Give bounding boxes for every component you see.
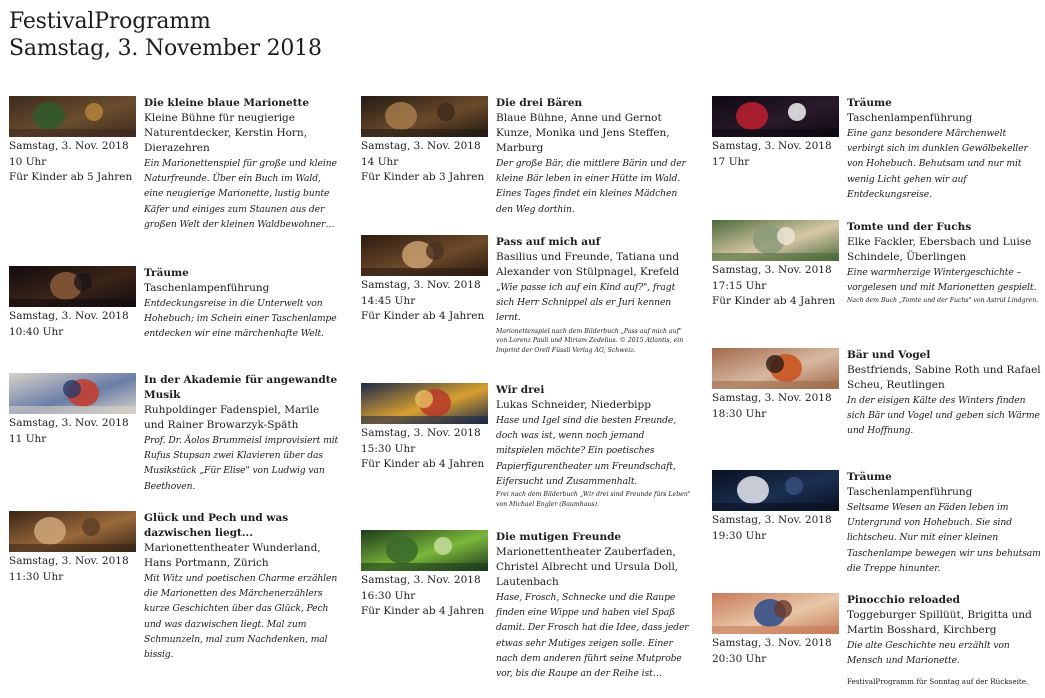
entry-time: 19:30 Uhr (712, 529, 767, 542)
entry-description: In der eisigen Kälte des Winters finden sich Bär und Vogel und geben sich Wärme und Hoffnung. (847, 395, 1040, 437)
entry-content (144, 266, 340, 342)
page-header (9, 8, 322, 62)
entry-title: Träume (144, 267, 189, 279)
entry-performer: Basilius und Freunde, Tatiana und Alexander von Stülpnagel, Krefeld (496, 251, 680, 278)
entry-performer: Marionettentheater Wunderland, Hans Portmann, Zürich (144, 542, 321, 569)
entry-content (496, 96, 692, 217)
entry-title: Wir drei (496, 384, 545, 396)
entry-meta (9, 511, 139, 585)
entry-time: 10:40 Uhr (9, 325, 64, 338)
entry-performer: Taschenlampenführung (847, 112, 973, 124)
entry-date: Samstag, 3. Nov. 2018 (9, 310, 129, 322)
page-title: FestivalProgramm (9, 9, 211, 34)
entry-time: 11 Uhr (9, 432, 47, 445)
puppet-photo (9, 96, 136, 137)
entry-date: Samstag, 3. Nov. 2018 (9, 417, 129, 429)
entry-age: Für Kinder ab 4 Jahren (712, 295, 836, 307)
entry-meta (361, 530, 491, 620)
entry-age: Für Kinder ab 3 Jahren (361, 171, 485, 183)
entry-meta (712, 220, 842, 310)
puppet-photo (712, 220, 839, 261)
entry-age: Für Kinder ab 5 Jahren (9, 171, 133, 183)
entry-meta (361, 235, 491, 325)
entry-description: Die alte Geschichte neu erzählt von Mensch und Marionette. (847, 640, 1010, 667)
puppet-photo (361, 235, 488, 276)
entry-performer: Bestfriends, Sabine Roth und Rafael Scheu, Reutlingen (847, 364, 1041, 391)
entry-age: Für Kinder ab 4 Jahren (361, 605, 485, 617)
entry-time: 17 Uhr (712, 155, 750, 168)
entry-content (847, 220, 1043, 306)
entry-description: Hase und Igel sind die besten Freunde, doch was ist, wenn noch jemand mitspielen möchte? Ein poetisches Papierfigurentheater um Freundschaft, Eifersucht und Zusammenhalt. (496, 415, 677, 487)
puppet-photo (361, 530, 488, 571)
entry-meta (712, 593, 842, 667)
entry-content (847, 593, 1043, 668)
entry-meta (9, 373, 139, 447)
page-subtitle-date: Samstag, 3. November 2018 (9, 36, 322, 61)
entry-title: Die mutigen Freunde (496, 531, 622, 543)
entry-date: Samstag, 3. Nov. 2018 (712, 392, 832, 404)
footer-note: FestivalProgramm für Sonntag auf der Rückseite. (847, 677, 1029, 686)
entry-title: Pinocchio reloaded (847, 594, 960, 606)
entry-date: Samstag, 3. Nov. 2018 (361, 427, 481, 439)
entry-description: Mit Witz und poetischen Charme erzählen die Marionetten des Märchenerzählers kurze Geschichten über das Glück, Pech und was dazwischen liegt. Mal zum Schmunzeln, mal zum Nachdenken, mal bissig. (144, 573, 338, 661)
entry-meta (9, 96, 139, 186)
entry-performer: Taschenlampenführung (847, 486, 973, 498)
entry-description: Hase, Frosch, Schnecke und die Raupe finden eine Wippe und haben viel Spaß damit. Der Frosch hat die Idee, dass jeder etwas sehr Mutiges zeigen solle. Einer nach dem anderen führt seine Mutprobe vor, bis die Raupe an der Reihe ist… (496, 592, 689, 680)
entry-time: 14 Uhr (361, 155, 399, 168)
entry-time: 10 Uhr (9, 155, 47, 168)
entry-performer: Marionettentheater Zauberfaden, Christel Albrecht und Ursula Doll, Lautenbach (496, 546, 679, 588)
entry-title: Die drei Bären (496, 97, 583, 109)
entry-meta (712, 348, 842, 422)
entry-date: Samstag, 3. Nov. 2018 (361, 279, 481, 291)
entry-description: Ein Marionettenspiel für große und kleine Naturfreunde. Über ein Buch im Wald, eine neugierige Marionette, lustig bunte Käfer und einiges zum Staunen aus der großen Welt der kleinen Waldbewohner… (144, 158, 337, 230)
entry-content (144, 373, 340, 494)
entry-performer: Taschenlampenführung (144, 282, 270, 294)
entry-time: 15:30 Uhr (361, 442, 416, 455)
entry-title: Die kleine blaue Marionette (144, 97, 310, 109)
entry-age: Für Kinder ab 4 Jahren (361, 458, 485, 470)
entry-time: 20:30 Uhr (712, 652, 767, 665)
entry-title: Tomte und der Fuchs (847, 221, 972, 233)
entry-title: Bär und Vogel (847, 349, 931, 361)
entry-title: Träume (847, 471, 892, 483)
entry-time: 11:30 Uhr (9, 570, 64, 583)
entry-note: Nach dem Buch „Tomte und der Fuchs" von Astrid Lindgren. (847, 297, 1039, 305)
puppet-photo (361, 96, 488, 137)
entry-time: 17:15 Uhr (712, 279, 767, 292)
entry-description: Eine warmherzige Wintergeschichte – vorgelesen und mit Marionetten gespielt. (847, 267, 1037, 294)
entry-meta (712, 470, 842, 544)
entry-age: Für Kinder ab 4 Jahren (361, 310, 485, 322)
entry-performer: Blaue Bühne, Anne und Gernot Kunze, Monika und Jens Steffen, Marburg (496, 112, 670, 154)
entry-description: Seltsame Wesen an Fäden leben im Untergrund von Hohebuch. Sie sind lichtscheu. Nur mit einer kleinen Taschenlampe bewegen wir uns behutsam die Treppe hinunter. (847, 502, 1041, 574)
puppet-photo (712, 593, 839, 634)
entry-description: Prof. Dr. Äolos Brummeisl improvisiert mit Rufus Stupsan zwei Klavieren über das Musikstück „Für Elise" von Ludwig van Beethoven. (144, 435, 339, 492)
puppet-photo (9, 266, 136, 307)
entry-title: Träume (847, 97, 892, 109)
entry-meta (361, 383, 491, 473)
puppet-photo (712, 96, 839, 137)
entry-description: „Wie passe ich auf ein Kind auf?", fragt sich Herr Schnippel als er Juri kennen lernt. (496, 282, 676, 324)
entry-content (847, 470, 1043, 576)
entry-performer: Elke Fackler, Ebersbach und Luise Schindele, Überlingen (847, 236, 1032, 263)
puppet-photo (712, 348, 839, 389)
entry-title: Pass auf mich auf (496, 236, 601, 248)
entry-content (496, 235, 692, 355)
entry-performer: Lukas Schneider, Niederbipp (496, 399, 651, 411)
entry-content (496, 383, 692, 509)
entry-time: 16:30 Uhr (361, 589, 416, 602)
entry-content (847, 348, 1043, 439)
entry-performer: Ruhpoldinger Fadenspiel, Marile und Rainer Browarzyk-Späth (144, 404, 320, 431)
entry-title: In der Akademie für angewandte Musik (144, 374, 338, 401)
entry-description: Entdeckungsreise in die Unterwelt von Hohebuch; im Schein einer Taschenlampe entdecken wir eine märchenhafte Welt. (144, 298, 337, 340)
puppet-photo (9, 373, 136, 414)
entry-content (144, 96, 340, 232)
entry-content (496, 530, 692, 681)
entry-date: Samstag, 3. Nov. 2018 (361, 140, 481, 152)
entry-note: Frei nach dem Bilderbuch „Wir drei sind Freunde fürs Leben" von Michael Engler (Baumhaus). (496, 491, 691, 508)
entry-performer: Toggeburger Spillüüt, Brigitta und Martin Bosshard, Kirchberg (847, 609, 1032, 636)
entry-title: Glück und Pech und was dazwischen liegt... (144, 512, 289, 539)
entry-date: Samstag, 3. Nov. 2018 (361, 574, 481, 586)
entry-note: Marionettenspiel nach dem Bilderbuch „Pass auf mich auf" von Lorenz Pauli und Miriam Zedelius. © 2015 Atlantis, ein Imprint der Orell Füssli Verlag AG, Schweiz. (496, 327, 684, 354)
entry-time: 14:45 Uhr (361, 294, 416, 307)
entry-date: Samstag, 3. Nov. 2018 (712, 140, 832, 152)
entry-content (847, 96, 1043, 202)
entry-date: Samstag, 3. Nov. 2018 (712, 264, 832, 276)
entry-performer: Kleine Bühne für neugierige Naturentdecker, Kerstin Horn, Dierazehren (144, 112, 308, 154)
entry-description: Eine ganz besondere Märchenwelt verbirgt sich im dunklen Gewölbekeller von Hohebuch. Behutsam und nur mit wenig Licht gehen wir auf Entdeckungsreise. (847, 128, 1028, 200)
puppet-photo (9, 511, 136, 552)
entry-time: 18:30 Uhr (712, 407, 767, 420)
puppet-photo (361, 383, 488, 424)
entry-description: Der große Bär, die mittlere Bärin und der kleine Bär leben in einer Hütte im Wald. Eines Tages findet ein kleines Mädchen den Weg dorthin. (496, 158, 686, 215)
entry-content (144, 511, 340, 662)
entry-date: Samstag, 3. Nov. 2018 (9, 555, 129, 567)
puppet-photo (712, 470, 839, 511)
entry-date: Samstag, 3. Nov. 2018 (712, 514, 832, 526)
entry-date: Samstag, 3. Nov. 2018 (712, 637, 832, 649)
entry-meta (361, 96, 491, 186)
entry-meta (9, 266, 139, 340)
entry-meta (712, 96, 842, 170)
entry-date: Samstag, 3. Nov. 2018 (9, 140, 129, 152)
